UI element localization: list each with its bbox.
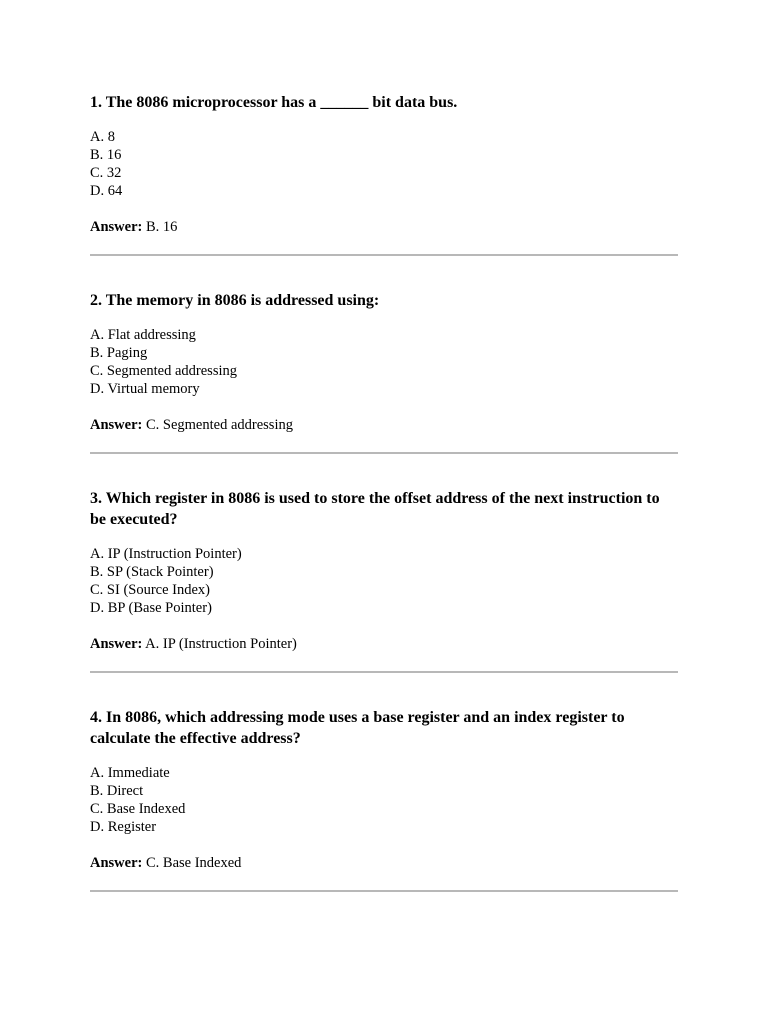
answer-value: C. Base Indexed: [142, 855, 242, 871]
answer-line: [90, 416, 678, 434]
answer-label: Answer:: [90, 636, 143, 652]
option-item: A. IP (Instruction Pointer): [90, 546, 242, 562]
question-text: 1. The 8086 microprocessor has a ______ bit data bus.: [90, 94, 458, 111]
answer-label: Answer:: [90, 219, 143, 235]
section-divider: [90, 890, 678, 892]
answer-label: Answer:: [90, 417, 143, 433]
option-item: C. Base Indexed: [90, 801, 186, 817]
question-text: 4. In 8086, which addressing mode uses a base register and an index register to calculate the effective address?: [90, 709, 625, 747]
option-item: A. 8: [90, 129, 115, 145]
option-item: C. 32: [90, 165, 122, 181]
answer-line: [90, 854, 678, 872]
option-item: A. Flat addressing: [90, 327, 196, 343]
option-item: D. Virtual memory: [90, 381, 200, 397]
section-divider: [90, 671, 678, 673]
question-block-1: [90, 92, 678, 236]
option-item: B. 16: [90, 147, 122, 163]
answer-value: A. IP (Instruction Pointer): [142, 636, 297, 652]
answer-line: [90, 218, 678, 236]
options-list: [90, 326, 678, 398]
section-divider: [90, 254, 678, 256]
option-item: C. Segmented addressing: [90, 363, 237, 379]
options-list: [90, 128, 678, 200]
answer-value: B. 16: [142, 219, 178, 235]
answer-line: [90, 635, 678, 653]
question-block-3: [90, 488, 678, 653]
option-item: D. Register: [90, 819, 157, 835]
question-text: 3. Which register in 8086 is used to store the offset address of the next instruction to be executed?: [90, 490, 660, 528]
option-item: A. Immediate: [90, 765, 170, 781]
option-item: D. 64: [90, 183, 123, 199]
answer-value: C. Segmented addressing: [142, 417, 293, 433]
option-item: B. SP (Stack Pointer): [90, 564, 214, 580]
question-block-2: [90, 290, 678, 434]
options-list: [90, 764, 678, 836]
answer-label: Answer:: [90, 855, 143, 871]
option-item: B. Direct: [90, 783, 144, 799]
section-divider: [90, 452, 678, 454]
option-item: C. SI (Source Index): [90, 582, 211, 598]
options-list: [90, 545, 678, 617]
question-text: 2. The memory in 8086 is addressed using:: [90, 292, 380, 309]
option-item: D. BP (Base Pointer): [90, 600, 212, 616]
question-block-4: [90, 707, 678, 872]
option-item: B. Paging: [90, 345, 148, 361]
